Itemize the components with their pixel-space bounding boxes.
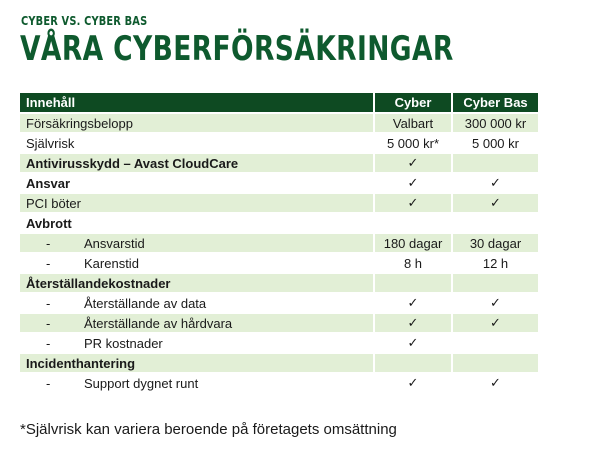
cyber-value-cell: ✓ (374, 153, 452, 173)
row-label: Support dygnet runt (84, 375, 199, 391)
table-row (20, 273, 538, 293)
cyber-bas-value-cell: ✓ (452, 373, 538, 392)
row-label-cell (20, 193, 374, 213)
row-label: Återställande av data (84, 295, 207, 311)
sub-item-marker: - (46, 335, 51, 351)
table-row (20, 113, 538, 133)
row-label-cell (20, 313, 374, 333)
row-label-cell (20, 293, 374, 313)
cyber-bas-value-cell (452, 333, 538, 353)
cyber-value-cell: ✓ (374, 313, 452, 333)
table-row (20, 293, 538, 313)
table-row (20, 253, 538, 273)
table-row (20, 193, 538, 213)
cyber-value-cell: ✓ (374, 333, 452, 353)
sub-item-marker: - (46, 295, 51, 311)
row-label-cell (20, 273, 374, 293)
table-row (20, 153, 538, 173)
cyber-value-cell: Valbart (374, 113, 452, 133)
footnote: *Självrisk kan variera beroende på företagets omsättning (20, 421, 397, 438)
cyber-bas-value-cell (452, 353, 538, 373)
table-row (20, 133, 538, 153)
row-label: Ansvarstid (84, 235, 145, 251)
cyber-bas-value-cell: 12 h (452, 253, 538, 273)
table-row (20, 313, 538, 333)
sub-item-marker: - (46, 255, 51, 271)
row-label-cell (20, 373, 374, 392)
cyber-bas-value-cell: ✓ (452, 313, 538, 333)
row-label-cell (20, 253, 374, 273)
column-header-content: Innehåll (20, 93, 374, 113)
cyber-value-cell: 180 dagar (374, 233, 452, 253)
row-label: Försäkringsbelopp (26, 115, 133, 131)
cyber-bas-value-cell (452, 213, 538, 233)
kicker-label: CYBER VS. CYBER BAS (21, 14, 148, 28)
cyber-value-cell: ✓ (374, 173, 452, 193)
table-row (20, 213, 538, 233)
row-label: Karenstid (84, 255, 139, 271)
row-label-cell (20, 153, 374, 173)
row-label: Ansvar (26, 175, 71, 191)
cyber-bas-value-cell: ✓ (452, 193, 538, 213)
cyber-bas-value-cell: ✓ (452, 293, 538, 313)
table-header-row (20, 93, 538, 113)
cyber-bas-value-cell: 5 000 kr (452, 133, 538, 153)
cyber-bas-value-cell: ✓ (452, 173, 538, 193)
cyber-bas-value-cell (452, 153, 538, 173)
row-label: Antivirusskydd – Avast CloudCare (26, 155, 239, 171)
row-label: Självrisk (26, 135, 75, 151)
table-row (20, 173, 538, 193)
row-label-cell (20, 173, 374, 193)
cyber-value-cell: 5 000 kr* (374, 133, 452, 153)
row-label-cell (20, 233, 374, 253)
row-label-cell (20, 333, 374, 353)
comparison-table (20, 93, 538, 392)
table-row (20, 333, 538, 353)
row-label-cell (20, 213, 374, 233)
row-label-cell (20, 353, 374, 373)
cyber-value-cell: ✓ (374, 373, 452, 392)
row-label-cell (20, 113, 374, 133)
sub-item-marker: - (46, 235, 51, 251)
column-header-cyber-bas: Cyber Bas (452, 93, 538, 113)
table-row (20, 373, 538, 392)
cyber-value-cell: ✓ (374, 193, 452, 213)
row-label: Avbrott (26, 215, 72, 231)
row-label: Återställande av hårdvara (84, 315, 233, 331)
column-header-cyber: Cyber (374, 93, 452, 113)
cyber-bas-value-cell (452, 273, 538, 293)
table-row (20, 353, 538, 373)
cyber-bas-value-cell: 30 dagar (452, 233, 538, 253)
page-title: VÅRA CYBERFÖRSÄKRINGAR (20, 29, 454, 69)
row-label: Incidenthantering (26, 355, 136, 371)
row-label-cell (20, 133, 374, 153)
row-label: Återställandekostnader (26, 275, 171, 291)
cyber-value-cell: ✓ (374, 293, 452, 313)
cyber-value-cell (374, 273, 452, 293)
table-row (20, 233, 538, 253)
row-label: PR kostnader (84, 335, 163, 351)
table-body (20, 113, 538, 392)
cyber-bas-value-cell: 300 000 kr (452, 113, 538, 133)
row-label: PCI böter (26, 195, 81, 211)
cyber-value-cell (374, 213, 452, 233)
sub-item-marker: - (46, 315, 51, 331)
cyber-value-cell (374, 353, 452, 373)
sub-item-marker: - (46, 375, 51, 391)
cyber-value-cell: 8 h (374, 253, 452, 273)
